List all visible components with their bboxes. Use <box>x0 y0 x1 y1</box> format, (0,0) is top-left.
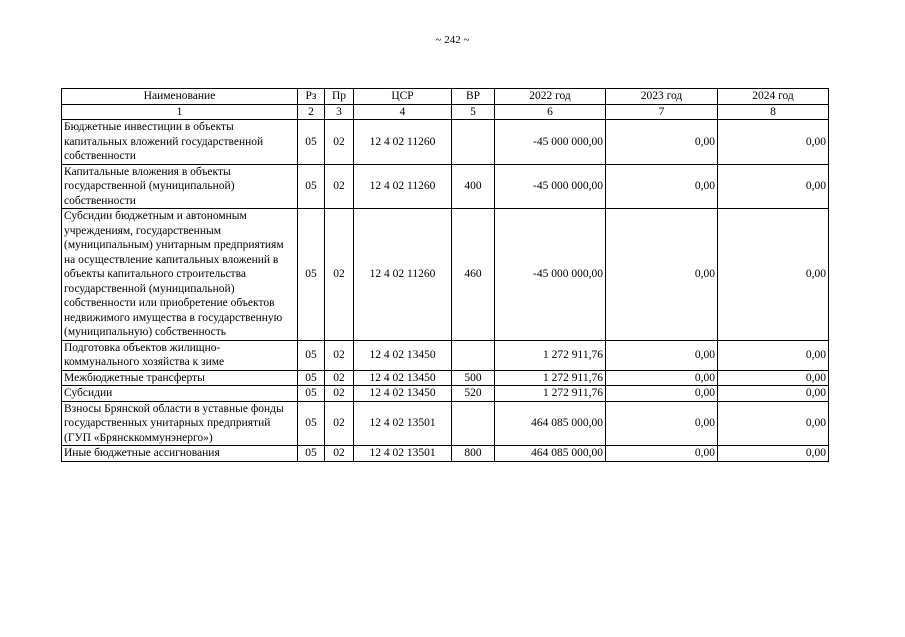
row-2022: 1 272 911,76 <box>495 370 606 386</box>
header-row <box>62 89 829 105</box>
table-row <box>62 386 829 402</box>
row-csr: 12 4 02 13450 <box>354 370 452 386</box>
header-csr: ЦСР <box>354 89 452 105</box>
row-2022: -45 000 000,00 <box>495 209 606 341</box>
row-2023: 0,00 <box>606 401 718 446</box>
row-vr: 500 <box>452 370 495 386</box>
row-rz: 05 <box>298 446 325 462</box>
row-name: Межбюджетные трансферты <box>62 370 298 386</box>
row-vr <box>452 340 495 370</box>
row-rz: 05 <box>298 370 325 386</box>
row-2024: 0,00 <box>718 370 829 386</box>
row-2023: 0,00 <box>606 340 718 370</box>
row-2024: 0,00 <box>718 340 829 370</box>
row-2022: -45 000 000,00 <box>495 120 606 165</box>
row-rz: 05 <box>298 401 325 446</box>
row-pr: 02 <box>325 340 354 370</box>
row-csr: 12 4 02 13450 <box>354 340 452 370</box>
column-number: 3 <box>325 104 354 120</box>
row-vr <box>452 120 495 165</box>
column-number: 7 <box>606 104 718 120</box>
column-number: 1 <box>62 104 298 120</box>
row-pr: 02 <box>325 120 354 165</box>
row-2024: 0,00 <box>718 164 829 209</box>
row-2024: 0,00 <box>718 401 829 446</box>
header-2023: 2023 год <box>606 89 718 105</box>
row-2022: 1 272 911,76 <box>495 340 606 370</box>
header-2024: 2024 год <box>718 89 829 105</box>
column-number: 5 <box>452 104 495 120</box>
column-number: 8 <box>718 104 829 120</box>
column-number: 4 <box>354 104 452 120</box>
row-pr: 02 <box>325 164 354 209</box>
row-2022: -45 000 000,00 <box>495 164 606 209</box>
row-csr: 12 4 02 13450 <box>354 386 452 402</box>
header-2022: 2022 год <box>495 89 606 105</box>
row-vr: 800 <box>452 446 495 462</box>
row-2022: 464 085 000,00 <box>495 446 606 462</box>
row-2024: 0,00 <box>718 120 829 165</box>
row-rz: 05 <box>298 164 325 209</box>
header-vr: ВР <box>452 89 495 105</box>
row-vr: 460 <box>452 209 495 341</box>
row-name: Субсидии <box>62 386 298 402</box>
row-rz: 05 <box>298 209 325 341</box>
table-row <box>62 401 829 446</box>
table-row <box>62 446 829 462</box>
table-row <box>62 209 829 341</box>
row-2023: 0,00 <box>606 370 718 386</box>
row-name: Взносы Брянской области в уставные фонды государственных унитарных предприятий (ГУП «Брянсккоммунэнерго») <box>62 401 298 446</box>
row-vr: 520 <box>452 386 495 402</box>
header-name: Наименование <box>62 89 298 105</box>
row-2023: 0,00 <box>606 386 718 402</box>
row-2024: 0,00 <box>718 209 829 341</box>
row-name: Подготовка объектов жилищно-коммунального хозяйства к зиме <box>62 340 298 370</box>
row-name: Бюджетные инвестиции в объекты капитальных вложений государственной собственности <box>62 120 298 165</box>
header-pr: Пр <box>325 89 354 105</box>
row-pr: 02 <box>325 370 354 386</box>
table-row <box>62 164 829 209</box>
row-csr: 12 4 02 13501 <box>354 401 452 446</box>
table-row <box>62 120 829 165</box>
row-rz: 05 <box>298 340 325 370</box>
row-pr: 02 <box>325 386 354 402</box>
row-2024: 0,00 <box>718 386 829 402</box>
row-rz: 05 <box>298 386 325 402</box>
header-rz: Рз <box>298 89 325 105</box>
row-csr: 12 4 02 13501 <box>354 446 452 462</box>
row-name: Иные бюджетные ассигнования <box>62 446 298 462</box>
row-rz: 05 <box>298 120 325 165</box>
row-pr: 02 <box>325 401 354 446</box>
row-2023: 0,00 <box>606 120 718 165</box>
row-2023: 0,00 <box>606 209 718 341</box>
page-number: ~ 242 ~ <box>435 34 470 46</box>
table-row <box>62 370 829 386</box>
row-2023: 0,00 <box>606 164 718 209</box>
row-2024: 0,00 <box>718 446 829 462</box>
row-pr: 02 <box>325 209 354 341</box>
column-number-row <box>62 104 829 120</box>
row-2023: 0,00 <box>606 446 718 462</box>
row-pr: 02 <box>325 446 354 462</box>
row-name: Субсидии бюджетным и автономным учреждениям, государственным (муниципальным) унитарным предприятиям на осуществление капитальных вложений в объекты капитального строительства государственной (муниципальной) собственности или приобретение объектов недвижимого имущества в государственную (муниципальную) собственность <box>62 209 298 341</box>
budget-table <box>61 88 829 462</box>
row-2022: 1 272 911,76 <box>495 386 606 402</box>
column-number: 6 <box>495 104 606 120</box>
row-2022: 464 085 000,00 <box>495 401 606 446</box>
row-name: Капитальные вложения в объекты государственной (муниципальной) собственности <box>62 164 298 209</box>
table-row <box>62 340 829 370</box>
row-csr: 12 4 02 11260 <box>354 164 452 209</box>
row-vr <box>452 401 495 446</box>
column-number: 2 <box>298 104 325 120</box>
row-vr: 400 <box>452 164 495 209</box>
row-csr: 12 4 02 11260 <box>354 209 452 341</box>
row-csr: 12 4 02 11260 <box>354 120 452 165</box>
